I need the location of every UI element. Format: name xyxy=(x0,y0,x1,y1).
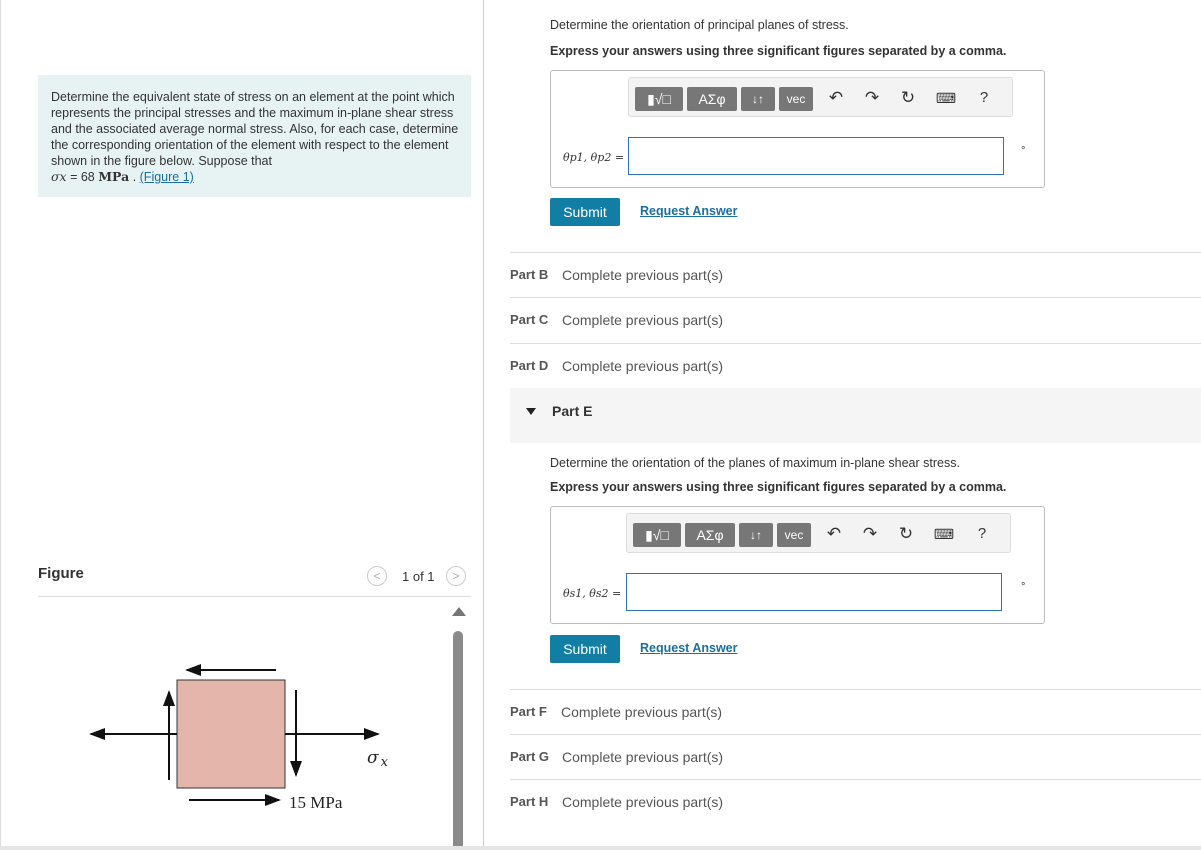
part-e-question: Determine the orientation of the planes of maximum in-plane shear stress. xyxy=(550,456,960,470)
part-e-header[interactable] xyxy=(510,388,1201,443)
part-a-answer-box xyxy=(550,70,1045,188)
scroll-up-arrow-icon[interactable] xyxy=(452,607,466,616)
sigma-equals: = 68 xyxy=(66,170,99,184)
sigma-after: . xyxy=(129,170,140,184)
part-d-label: Part D xyxy=(510,358,549,373)
part-b-row[interactable] xyxy=(510,252,1201,297)
scrollbar-thumb[interactable] xyxy=(453,631,463,850)
figure-title: Figure xyxy=(38,565,84,582)
part-a-math-toolbar xyxy=(628,77,1013,117)
part-e-degree-unit: ° xyxy=(1021,581,1026,593)
part-b-label: Part B xyxy=(510,267,549,282)
updown-button[interactable]: ↓↑ xyxy=(739,523,773,547)
help-icon[interactable]: ? xyxy=(977,525,987,542)
reset-icon[interactable]: ↻ xyxy=(898,524,914,543)
sigma-unit: MPa xyxy=(98,169,130,184)
help-icon[interactable]: ? xyxy=(979,89,989,106)
part-c-row[interactable] xyxy=(510,297,1201,342)
part-a-answer-input[interactable] xyxy=(628,137,1004,175)
problem-pane xyxy=(0,0,484,846)
reset-icon[interactable]: ↻ xyxy=(900,88,916,107)
templates-button[interactable]: ▮√□ xyxy=(635,87,683,111)
part-h-row[interactable] xyxy=(510,779,1201,824)
keyboard-icon[interactable]: ⌨ xyxy=(935,90,957,106)
collapse-triangle-icon[interactable] xyxy=(526,408,536,415)
part-e-submit-button[interactable]: Submit xyxy=(550,635,620,663)
part-a-answer-label: θp1, θp2 = xyxy=(563,151,625,164)
part-g-status: Complete previous part(s) xyxy=(562,749,724,765)
part-f-label: Part F xyxy=(510,704,547,719)
part-d-row[interactable] xyxy=(510,343,1201,388)
part-g-row[interactable] xyxy=(510,734,1201,779)
bottom-divider xyxy=(0,846,1201,850)
sigma-symbol: σx xyxy=(51,169,67,184)
part-g-label: Part G xyxy=(510,749,550,764)
part-e-instruction: Express your answers using three significant figures separated by a comma. xyxy=(550,480,1007,494)
part-a-question: Determine the orientation of principal planes of stress. xyxy=(550,18,849,32)
undo-icon[interactable]: ↶ xyxy=(828,88,844,107)
svg-text:σx xyxy=(367,748,389,770)
part-c-status: Complete previous part(s) xyxy=(562,312,724,328)
figure-header xyxy=(38,563,471,597)
part-h-status: Complete previous part(s) xyxy=(562,794,724,810)
part-b-status: Complete previous part(s) xyxy=(562,267,724,283)
greek-symbols-button[interactable]: ΑΣφ xyxy=(687,87,737,111)
updown-button[interactable]: ↓↑ xyxy=(741,87,775,111)
keyboard-icon[interactable]: ⌨ xyxy=(933,526,955,542)
greek-symbols-button[interactable]: ΑΣφ xyxy=(685,523,735,547)
next-figure-button[interactable]: > xyxy=(446,566,466,586)
shear-stress-label: 15 MPa xyxy=(289,793,343,812)
answer-pane xyxy=(484,0,1201,846)
part-f-status: Complete previous part(s) xyxy=(561,704,723,720)
part-e-answer-input[interactable] xyxy=(626,573,1002,611)
redo-icon[interactable]: ↷ xyxy=(862,524,878,543)
undo-icon[interactable]: ↶ xyxy=(826,524,842,543)
vec-button[interactable]: vec xyxy=(779,87,813,111)
figure-scrollbar[interactable] xyxy=(450,607,466,847)
prev-figure-button[interactable]: < xyxy=(367,566,387,586)
part-a-degree-unit: ° xyxy=(1021,145,1026,157)
part-f-row[interactable] xyxy=(510,689,1201,734)
part-h-label: Part H xyxy=(510,794,549,809)
part-e-request-answer-link[interactable]: Request Answer xyxy=(640,641,738,655)
sigma-x-subscript: x xyxy=(380,755,388,770)
part-a-instruction: Express your answers using three significant figures separated by a comma. xyxy=(550,44,1007,58)
problem-statement xyxy=(38,75,471,197)
part-e-answer-label: θs1, θs2 = xyxy=(563,587,622,600)
part-c-label: Part C xyxy=(510,312,549,327)
figure-link[interactable]: (Figure 1) xyxy=(139,170,194,184)
part-a-request-answer-link[interactable]: Request Answer xyxy=(640,204,738,218)
stress-element-figure xyxy=(81,655,401,820)
part-e-math-toolbar xyxy=(626,513,1011,553)
figure-page-indicator: 1 of 1 xyxy=(402,569,435,584)
problem-text: Determine the equivalent state of stress on an element at the point which represents the principal stresses and the maximum in-plane shear stress and the associated average normal stress. Also, for each case, determine the corresponding orientation of the element with respect to the element shown in the figure below. Suppose that xyxy=(51,90,459,168)
part-d-status: Complete previous part(s) xyxy=(562,358,724,374)
templates-button[interactable]: ▮√□ xyxy=(633,523,681,547)
part-e-label: Part E xyxy=(552,403,593,419)
stress-element-square xyxy=(177,680,285,788)
vec-button[interactable]: vec xyxy=(777,523,811,547)
redo-icon[interactable]: ↷ xyxy=(864,88,880,107)
sigma-x-label: σ xyxy=(367,748,379,768)
part-e-answer-box xyxy=(550,506,1045,624)
part-a-submit-button[interactable]: Submit xyxy=(550,198,620,226)
